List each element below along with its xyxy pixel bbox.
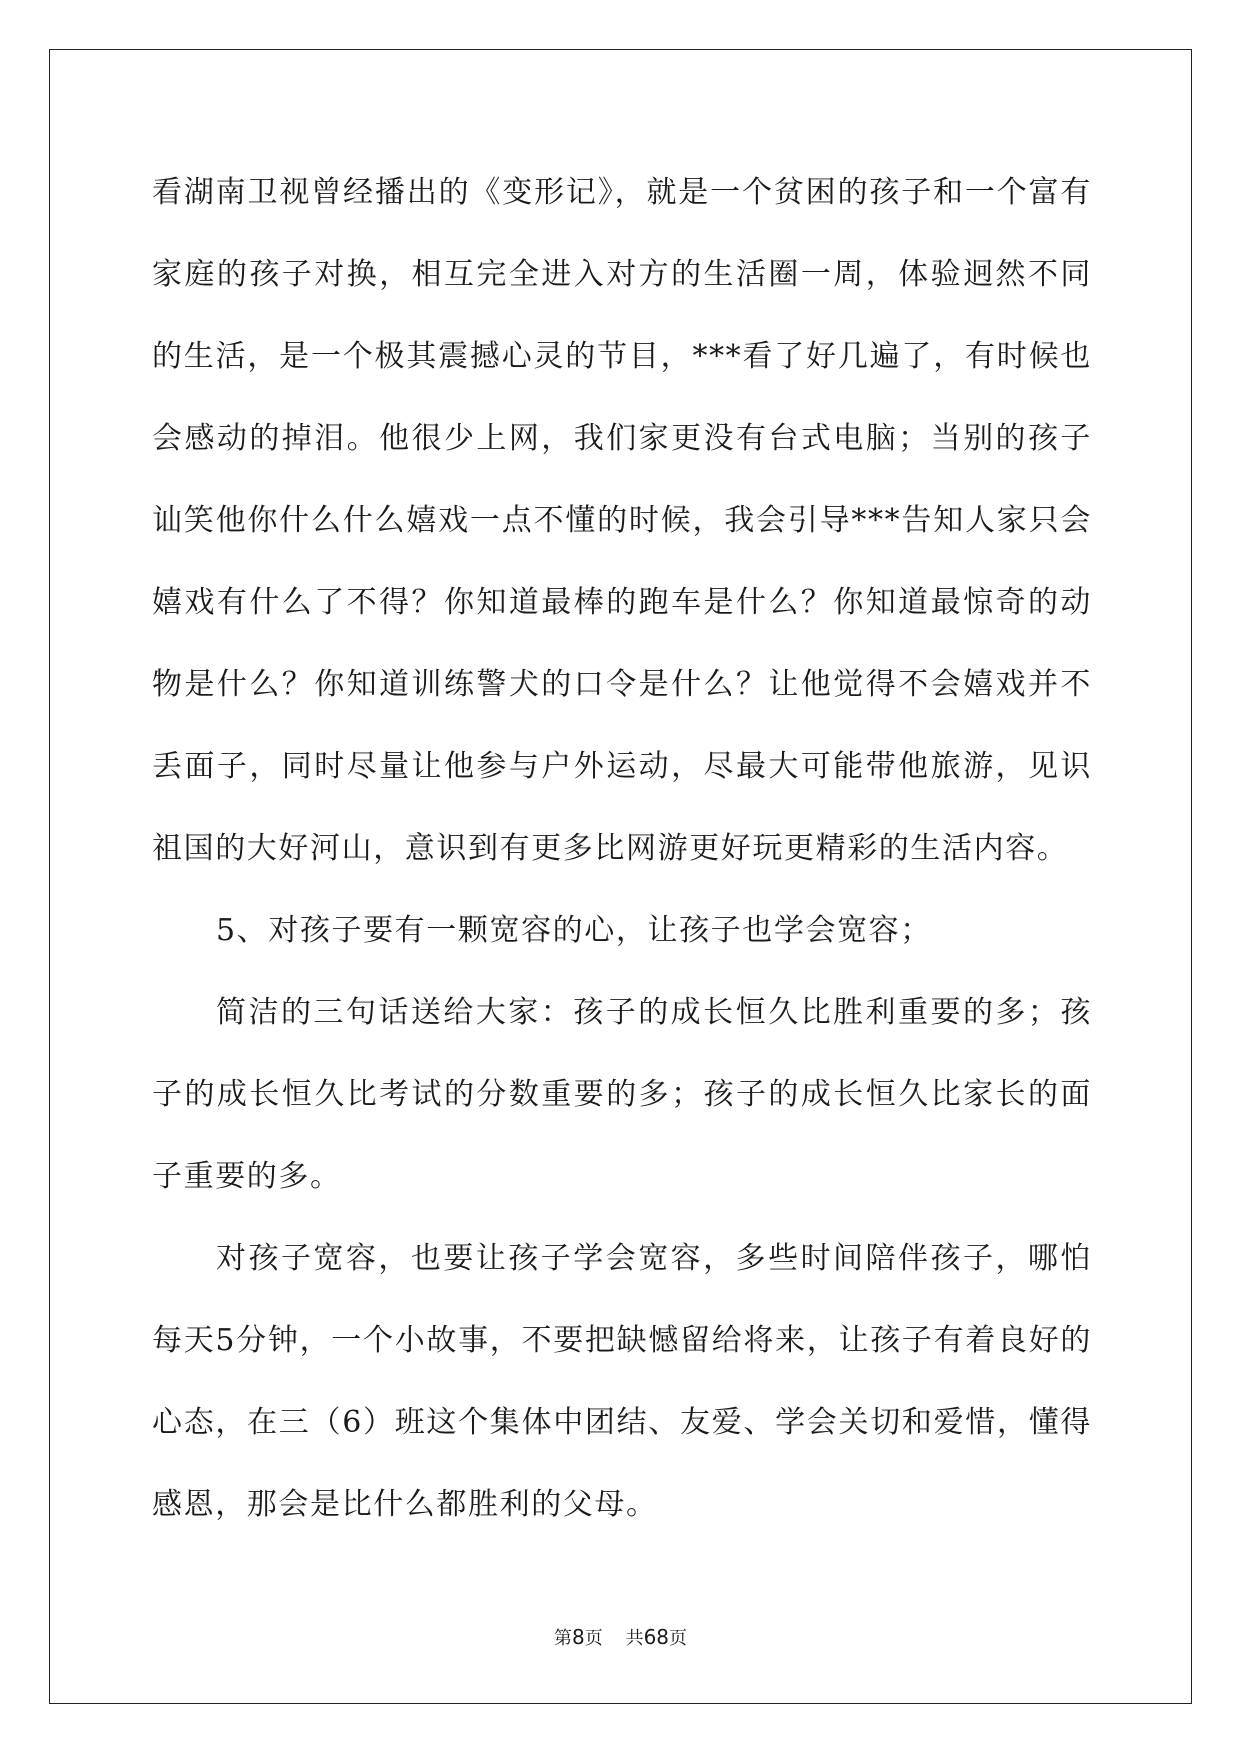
paragraph-2: 5、对孩子要有一颗宽容的心，让孩子也学会宽容； (216, 913, 932, 948)
footer-total-prefix: 共 (625, 1628, 644, 1649)
document-body (152, 152, 1092, 1546)
footer-total-suffix: 页 (669, 1628, 688, 1649)
paragraph-4: 对孩子宽容，也要让孩子学会宽容，多些时间陪伴孩子，哪怕每天5分钟，一个小故事，不要把缺憾留给将来，让孩子有着良好的心态，在三（6）班这个集体中团结、友爱、学会关切和爱惜，懂得感恩，那会是比什么都胜利的父母。 (152, 1241, 1092, 1522)
paragraph-3: 简洁的三句话送给大家：孩子的成长恒久比胜利重要的多；孩子的成长恒久比考试的分数重要的多；孩子的成长恒久比家长的面子重要的多。 (152, 995, 1092, 1194)
footer-page-word: 页 (584, 1628, 603, 1649)
footer-prefix: 第 (553, 1628, 572, 1649)
paragraph-1: 看湖南卫视曾经播出的《变形记》，就是一个贫困的孩子和一个富有家庭的孩子对换，相互完全进入对方的生活圈一周，体验迥然不同的生活，是一个极其震撼心灵的节目，***看了好几遍了，有时候也会感动的掉泪。他很少上网，我们家更没有台式电脑；当别的孩子讪笑他你什么什么嬉戏一点不懂的时候，我会引导***告知人家只会嬉戏有什么了不得？你知道最棒的跑车是什么？你知道最惊奇的动物是什么？你知道训练警犬的口令是什么？让他觉得不会嬉戏并不丢面子，同时尽量让他参与户外运动，尽最大可能带他旅游，见识祖国的大好河山，意识到有更多比网游更好玩更精彩的生活内容。 (152, 175, 1092, 866)
page-footer (0, 1624, 1241, 1650)
current-page-number: 8 (571, 1625, 585, 1649)
total-pages-number: 68 (643, 1625, 670, 1649)
